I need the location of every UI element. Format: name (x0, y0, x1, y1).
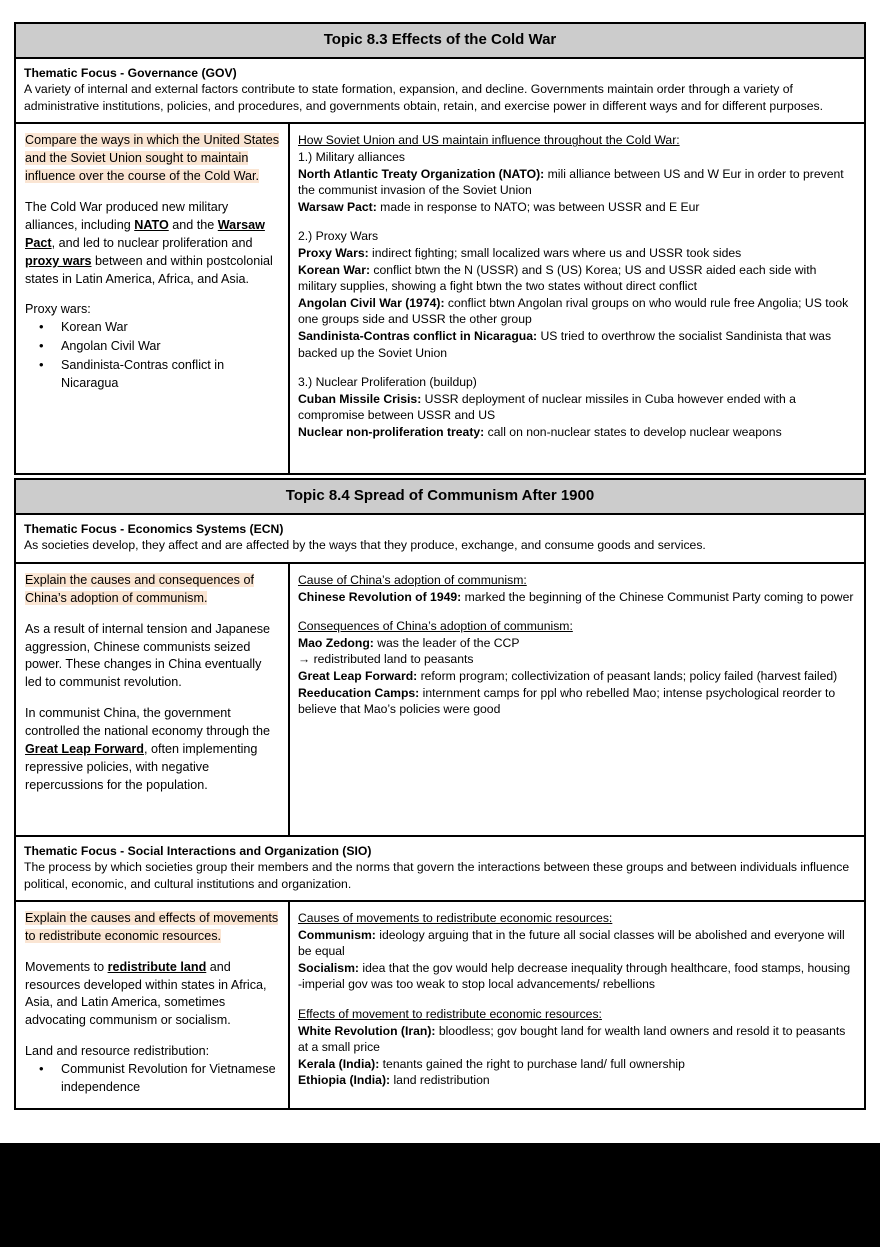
historical-development-paragraph (25, 959, 280, 1031)
topic-table-cold-war (14, 22, 866, 475)
redistribution-list-label: Land and resource redistribution: (25, 1044, 210, 1059)
thematic-focus-sio (16, 835, 864, 902)
note-nato (298, 166, 856, 199)
list-item: • Angolan Civil War (61, 338, 280, 356)
note-term: Ethiopia (India): (298, 1073, 391, 1088)
hd-text-part-2: , often implementing repressive policies, with negative repercussions for the population. (25, 741, 258, 792)
highlighted-prompt-text: Explain the causes and effects of movements to redistribute economic resources. (25, 910, 279, 943)
note-definition: reform program; collectivization of peasant lands; policy failed (harvest failed) (417, 668, 838, 683)
content-row (16, 124, 864, 472)
learning-objective-prompt (25, 910, 280, 946)
hd-text-part-1: In communist China, the government controlled the national economy through the (25, 706, 271, 739)
list-item: • Communist Revolution for Vietnamese independence (61, 1061, 280, 1097)
note-term: Warsaw Pact: (298, 199, 377, 214)
notes-group-label-2: 2.) Proxy Wars (298, 229, 379, 244)
list-item: • Sandinista-Contras conflict in Nicaragua (61, 357, 280, 393)
learning-objective-prompt (25, 572, 280, 608)
note-kerala-india (298, 1056, 856, 1073)
note-term: Korean War: (298, 262, 371, 277)
thematic-focus-description: A variety of internal and external factors contribute to state formation, expansion, and decline. Governments maintain order through a variety of administrative institutions, policies, and procedures, and governments obtain, retain, and exercise power in different ways and for different purposes. (24, 82, 823, 113)
notes-heading: How Soviet Union and US maintain influence throughout the Cold War: (298, 133, 680, 148)
highlighted-prompt-text: Compare the ways in which the United States and the Soviet Union sought to maintain influence over the course of the Cold War. (25, 133, 280, 184)
note-definition: USSR deployment of nuclear missiles in Cuba however ended with a compromise between USSR and US (298, 391, 796, 423)
notes-column (290, 564, 864, 835)
term-nato: NATO (134, 217, 169, 232)
notes-column (290, 902, 864, 1108)
thematic-focus-description: As societies develop, they affect and are affected by the ways that they produce, exchange, and consume goods and services. (24, 538, 706, 553)
note-definition: call on non-nuclear states to develop nuclear weapons (484, 424, 782, 439)
note-definition: mili alliance between US and W Eur in order to prevent the communist invasion of the Soviet Union (298, 166, 844, 198)
content-row (16, 902, 864, 1108)
note-definition: internment camps for ppl who rebelled Mao; intense psychological reorder to believe that Mao’s policies were good (298, 685, 836, 717)
notes-spacer (298, 361, 856, 374)
note-term: Reeducation Camps: (298, 685, 420, 700)
term-redistribute-land: redistribute land (107, 959, 207, 974)
note-reeducation-camps (298, 685, 856, 718)
historical-development-paragraph-1: As a result of internal tension and Japanese aggression, Chinese communists seized power. These changes in China eventually led to communist revolution. (25, 621, 271, 690)
note-definition: was the leader of the CCP (373, 635, 520, 650)
note-term: Socialism: (298, 960, 359, 975)
notes-spacer (298, 993, 856, 1006)
note-definition: marked the beginning of the Chinese Communist Party coming to power (461, 589, 854, 604)
note-term: Cuban Missile Crisis: (298, 391, 422, 406)
notes-spacer (298, 605, 856, 618)
note-definition: made in response to NATO; was between USSR and E Eur (376, 199, 700, 214)
hd-text-part-2: and the (168, 217, 218, 232)
hd-text-part-4: between and within postcolonial states in Latin America, Africa, and Asia. (25, 253, 273, 286)
note-definition: US tried to overthrow the socialist Sandinista that was backed up the Soviet Union (298, 328, 832, 360)
note-korean-war (298, 262, 856, 295)
proxy-wars-list (25, 319, 280, 393)
learning-objective-prompt (25, 132, 280, 186)
notes-heading-effects: Effects of movement to redistribute economic resources: (298, 1006, 602, 1021)
thematic-focus-gov (16, 59, 864, 124)
note-term: Proxy Wars: (298, 245, 369, 260)
note-mao-zedong (298, 635, 856, 652)
learning-objective-column (16, 564, 290, 835)
note-definition: conflict btwn Angolan rival groups on who would rule free Angolia; US took one groups side and USSR the other group (298, 295, 849, 327)
topic-header-title: Topic 8.3 Effects of the Cold War (16, 24, 864, 59)
notes-spacer (298, 215, 856, 228)
note-proxy-wars (298, 245, 856, 262)
hd-text-part-1: The Cold War produced new military alliances, including (25, 200, 229, 232)
thematic-focus-description: The process by which societies group their members and the norms that govern the interactions between these groups and between individuals influence political, economic, and cultural institutions and organization. (24, 860, 850, 891)
list-item: • Korean War (61, 319, 280, 337)
page-bottom-band (0, 1143, 880, 1247)
topic-table-communism (14, 478, 866, 1110)
note-angolan-civil-war (298, 295, 856, 328)
note-term: Mao Zedong: (298, 635, 374, 650)
hd-text-part-3: , and led to nuclear proliferation and (51, 235, 253, 250)
hd-text-part-2: and resources developed within states in Africa, Asia, and Latin America, sometimes advocating communism or socialism. (25, 959, 267, 1028)
note-definition: land redistribution (390, 1073, 490, 1088)
note-term: Nuclear non-proliferation treaty: (298, 424, 485, 439)
note-mao-subpoint: → redistributed land to peasants (298, 652, 474, 667)
column-spacer (298, 441, 856, 463)
note-definition: bloodless; gov bought land for wealth land owners and resold it to peasants at a small price (298, 1023, 846, 1055)
note-nuclear-non-proliferation-treaty (298, 424, 856, 441)
note-term: North Atlantic Treaty Organization (NATO): (298, 166, 545, 181)
note-term: Kerala (India): (298, 1056, 380, 1071)
notes-heading-causes: Causes of movements to redistribute economic resources: (298, 910, 613, 925)
notes-heading-consequences: Consequences of China’s adoption of communism: (298, 619, 573, 634)
notes-column (290, 124, 864, 472)
hd-text-part-1: Movements to (25, 959, 108, 974)
note-definition: tenants gained the right to purchase land/ full ownership (379, 1056, 685, 1071)
column-spacer (25, 394, 280, 424)
note-definition: idea that the gov would help decrease inequality through healthcare, food stamps, housing (358, 960, 851, 975)
note-term: White Revolution (Iran): (298, 1023, 436, 1038)
note-chinese-revolution-1949 (298, 589, 856, 606)
term-great-leap-forward: Great Leap Forward (25, 741, 144, 756)
term-proxy-wars: proxy wars (25, 253, 92, 268)
note-term: Sandinista-Contras conflict in Nicaragua: (298, 328, 538, 343)
column-spacer (25, 795, 280, 825)
thematic-focus-title: Thematic Focus - Social Interactions and Organization (SIO) (24, 843, 372, 858)
note-term: Communism: (298, 927, 376, 942)
note-term: Great Leap Forward: (298, 668, 418, 683)
note-definition: conflict btwn the N (USSR) and S (US) Korea; US and USSR aided each side with military supplies, showing a fight btwn the two states without direct conflict (298, 262, 817, 294)
term-warsaw-pact: Warsaw Pact (25, 217, 265, 250)
note-term: Chinese Revolution of 1949: (298, 589, 462, 604)
learning-objective-column (16, 124, 290, 472)
topic-header-title: Topic 8.4 Spread of Communism After 1900 (16, 480, 864, 515)
note-definition: indirect fighting; small localized wars where us and USSR took sides (368, 245, 742, 260)
thematic-focus-title: Thematic Focus - Governance (GOV) (24, 66, 237, 80)
notes-heading-cause: Cause of China’s adoption of communism: (298, 572, 527, 587)
thematic-focus-title: Thematic Focus - Economics Systems (ECN) (24, 522, 284, 536)
notes-group-label-3: 3.) Nuclear Proliferation (buildup) (298, 375, 477, 390)
content-row (16, 564, 864, 835)
note-definition: ideology arguing that in the future all social classes will be abolished and everyone will be equal (298, 927, 845, 959)
historical-development-paragraph-2 (25, 705, 280, 794)
note-imperial-gov: -imperial gov was too weak to stop local advancements/ rebellions (298, 977, 656, 992)
note-ethiopia-india (298, 1072, 856, 1089)
note-white-revolution-iran (298, 1023, 856, 1056)
redistribution-list (25, 1061, 280, 1097)
note-cuban-missile-crisis (298, 391, 856, 424)
note-sandinista-contras (298, 328, 856, 361)
note-great-leap-forward (298, 668, 856, 685)
note-communism (298, 927, 856, 960)
notes-group-label-1: 1.) Military alliances (298, 150, 406, 164)
historical-development-paragraph (25, 199, 280, 288)
thematic-focus-ecn (16, 515, 864, 564)
highlighted-prompt-text: Explain the causes and consequences of China’s adoption of communism. (25, 572, 254, 605)
note-socialism (298, 960, 856, 977)
note-warsaw-pact (298, 199, 856, 216)
learning-objective-column (16, 902, 290, 1108)
note-term: Angolan Civil War (1974): (298, 295, 445, 310)
proxy-wars-list-label: Proxy wars: (25, 302, 91, 317)
